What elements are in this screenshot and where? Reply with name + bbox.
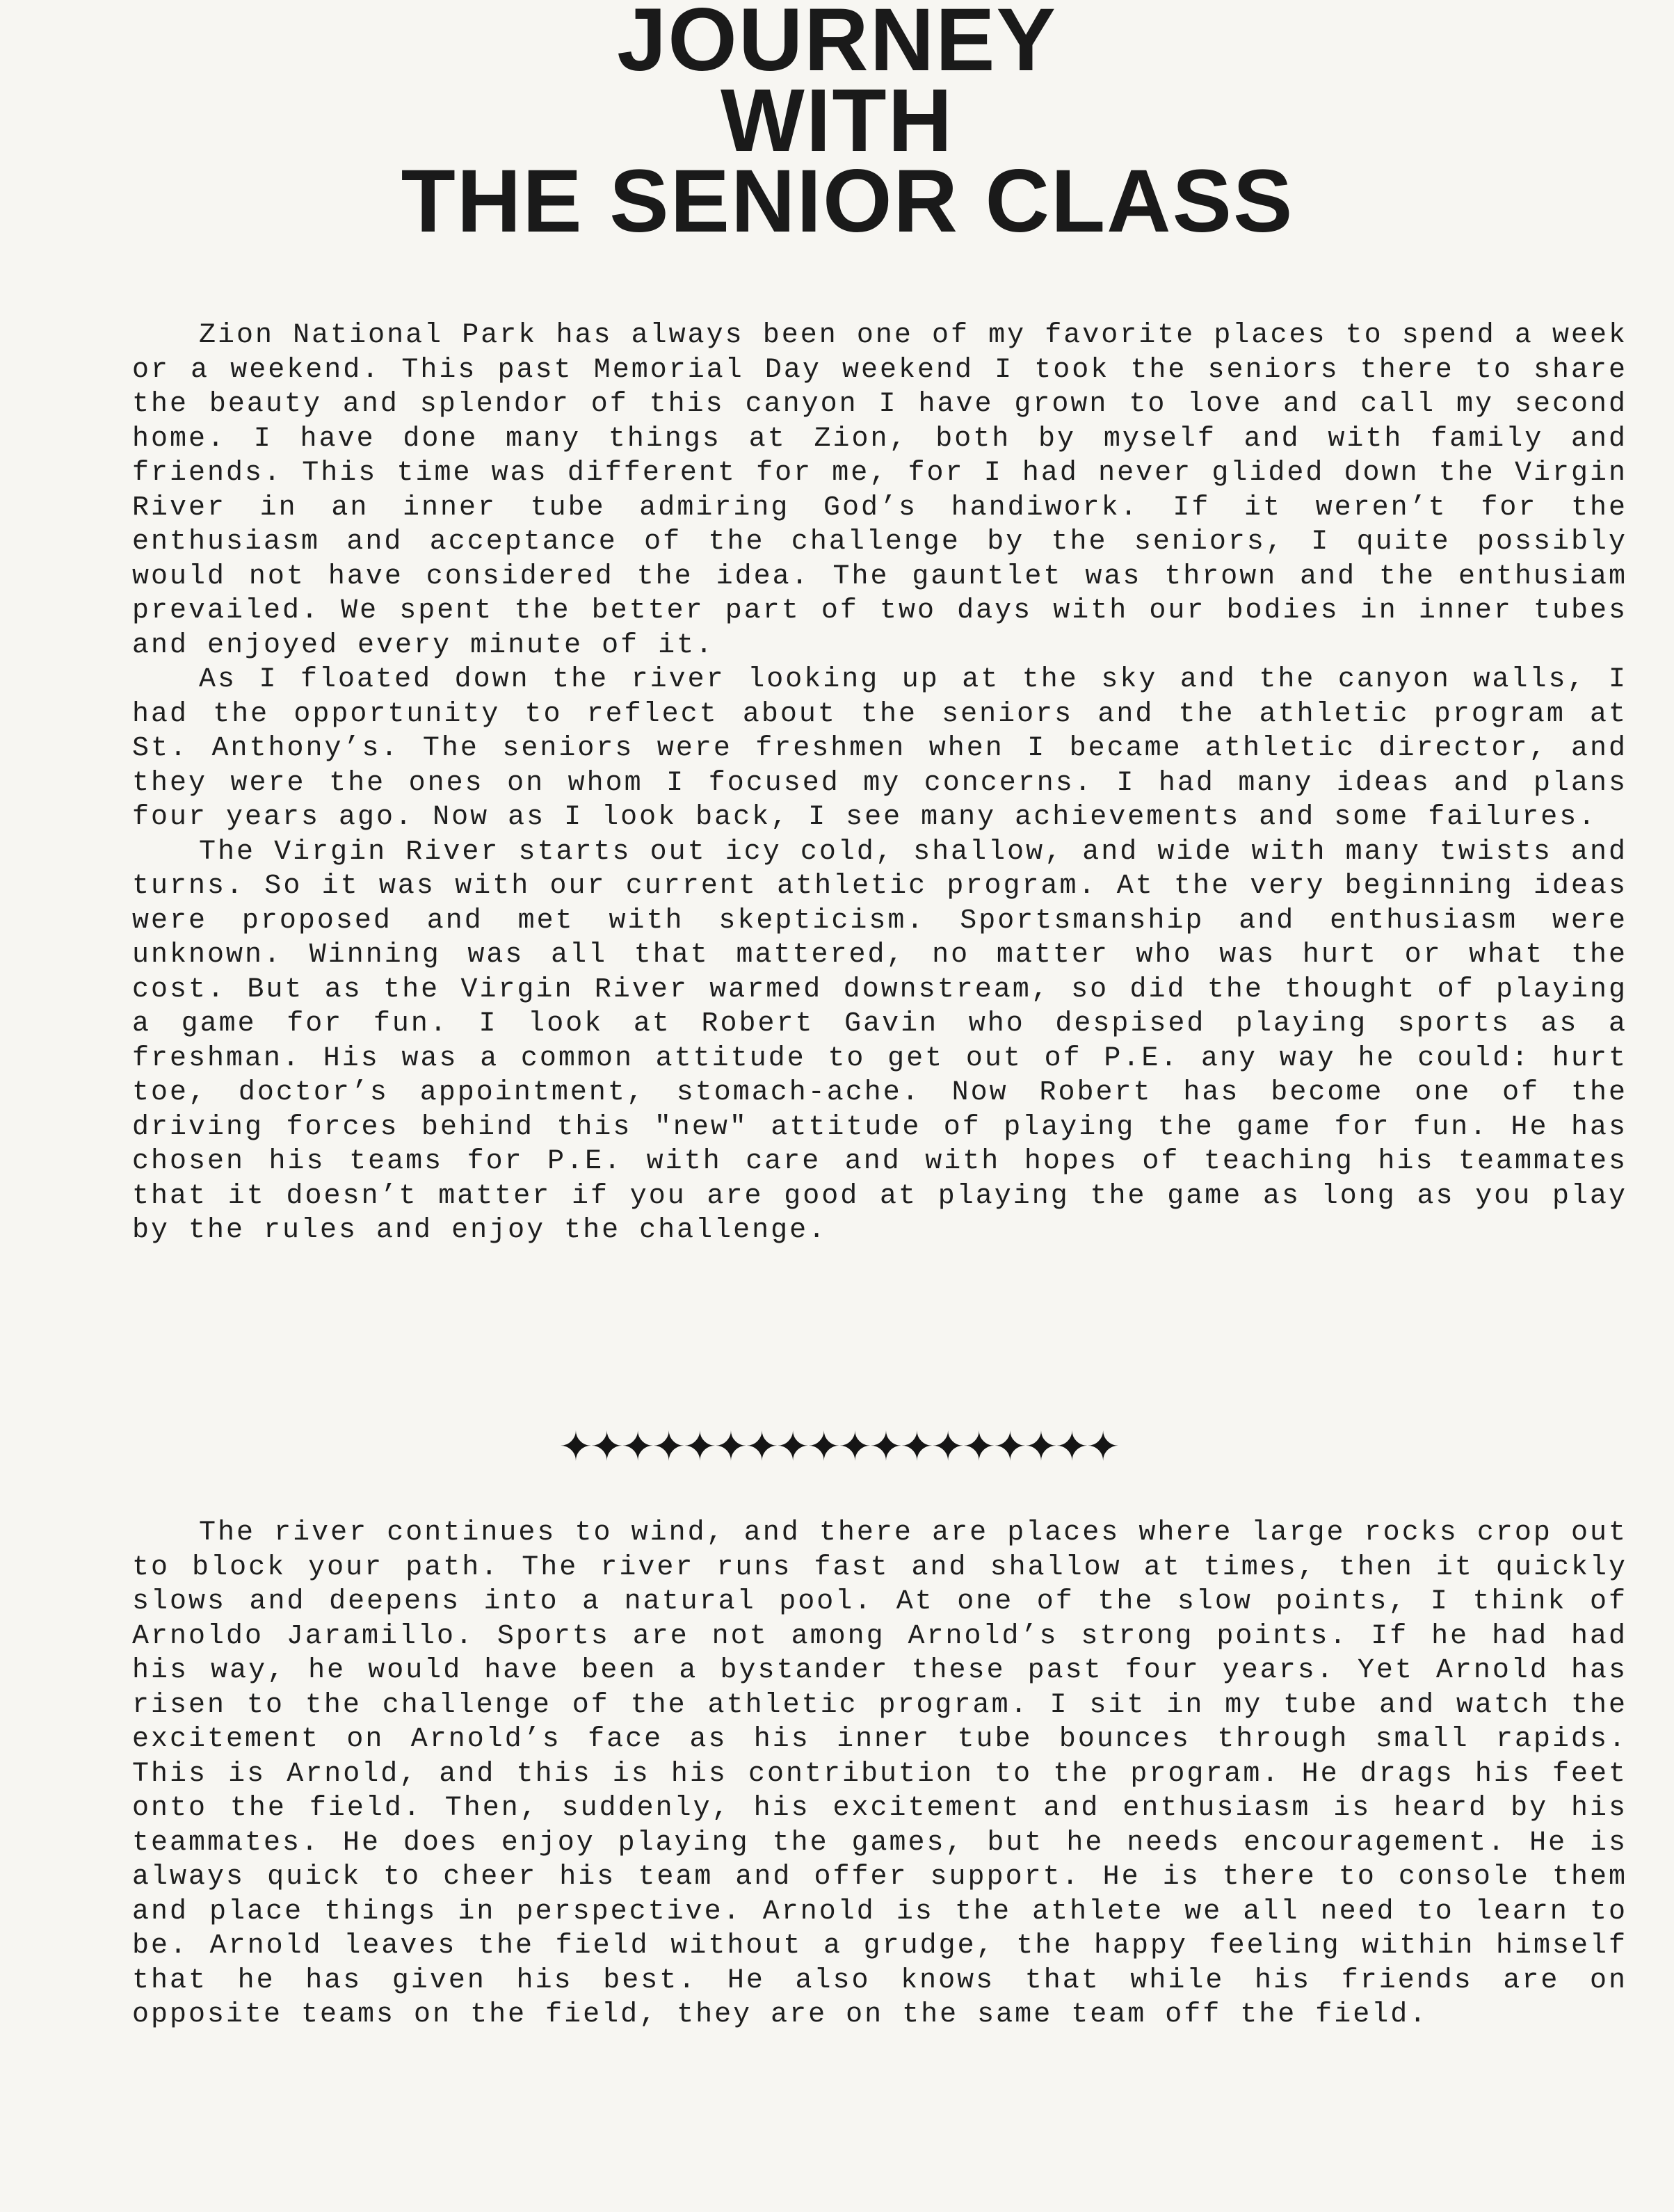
paragraph-reflection: As I floated down the river looking up at the sky and the canyon walls, I had the opportunity to reflect about the seniors and the athletic program at St. Anthony’s. The seniors were freshmen when I became athletic director, and they were the ones on whom I focused my concerns. I had many ideas and plans four years ago. Now as I look back, I see many achievements and some failures. xyxy=(132,664,1627,833)
title-line-2: WITH xyxy=(721,71,953,170)
page-title xyxy=(0,0,1674,251)
title-line-1: JOURNEY xyxy=(617,0,1057,90)
paragraph-arnoldo-jaramillo: The river continues to wind, and there are places where large rocks crop out to block your path. The river runs fast and shallow at times, then it quickly slows and deepens into a natural pool. At one of the slow points, I think of Arnoldo Jaramillo. Sports are not among Arnold’s strong points. If he had had his way, he would have been a bystander these past four years. Yet Arnold has risen to the challenge of the athletic program. I sit in my tube and watch the excitement on Arnold’s face as his inner tube bounces through small rapids. This is Arnold, and this is his contribution to the program. He drags his feet onto the field. Then, suddenly, his excitement and enthusiasm is heard by his teammates. He does enjoy playing the games, but he needs encouragement. He is always quick to cheer his team and offer support. He is there to console them and place things in perspective. Arnold is the athlete we all need to learn to be. Arnold leaves the field without a grudge, the happy feeling within himself that he has given his best. He also knows that while his friends are on opposite teams on the field, they are on the same team off the field. xyxy=(132,1517,1627,2031)
paragraph-robert-gavin: The Virgin River starts out icy cold, shallow, and wide with many twists and turns. So it was with our current athletic program. At the very beginning ideas were proposed and met with skepticism. Sportsmanship and enthusiasm were unknown. Winning was all that mattered, no matter who was hurt or what the cost. But as the Virgin River warmed downstream, so did the thought of playing a game for fun. I look at Robert Gavin who despised playing sports as a freshman. His was a common attitude to get out of P.E. any way he could: hurt toe, doctor’s appointment, stomach-ache. Now Robert has become one of the driving forces behind this "new" attitude of playing the game for fun. He has chosen his teams for P.E. with care and with hopes of teaching his teammates that it doesn’t matter if you are good at playing the game as long as you play by the rules and enjoy the challenge. xyxy=(132,836,1627,1246)
paragraph-zion-intro: Zion National Park has always been one of my favorite places to spend a week or a weekend. This past Memorial Day weekend I took the seniors there to share the beauty and splendor of this canyon I have grown to love and call my second home. I have done many things at Zion, both by myself and with family and friends. This time was different for me, for I had never glided down the Virgin River in an inner tube admiring God’s handiwork. If it weren’t for the enthusiasm and acceptance of the challenge by the seniors, I quite possibly would not have considered the idea. The gauntlet was thrown and the enthusiam prevailed. We spent the better part of two days with our bodies in inner tubes and enjoyed every minute of it. xyxy=(132,320,1627,661)
article-section-2 xyxy=(132,1516,1627,2033)
star-divider: ✦✦✦✦✦✦✦✦✦✦✦✦✦✦✦✦✦✦ xyxy=(558,1423,1118,1470)
article-section-1 xyxy=(132,318,1627,1248)
title-line-3: THE SENIOR CLASS xyxy=(401,152,1294,251)
